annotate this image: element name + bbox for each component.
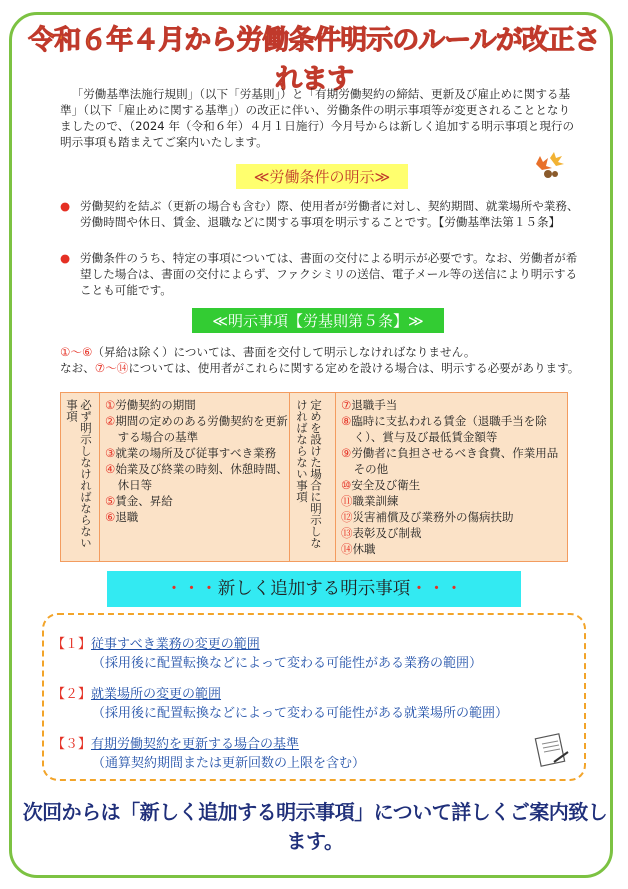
new-items-banner	[107, 571, 521, 607]
new-items-box	[42, 613, 586, 781]
table-divider	[335, 393, 336, 561]
new-item-sub: （採用後に配置転換などによって変わる可能性がある業務の範囲）	[92, 656, 483, 671]
list-item: ⑧臨時に支払われる賃金（退職手当を除く）、賞与及び最低賃金額等	[341, 414, 547, 444]
new-item: 【３】有期労働契約を更新する場合の基準 （通算契約期間または更新回数の上限を含む）	[52, 737, 366, 771]
banner-dots: ・・・	[165, 579, 218, 599]
list-item: ⑪職業訓練	[341, 494, 399, 508]
section-heading-disclosure-items: ≪明示事項【労基則第５条】≫	[192, 308, 444, 333]
list-item: ⑫災害補償及び業務外の傷病扶助	[341, 510, 514, 524]
list-item: ⑭休職	[341, 542, 376, 556]
mandatory-label: 必ず明示しなければならない事項	[65, 399, 93, 549]
note-text: なお、	[60, 361, 95, 375]
conditional-list	[341, 397, 563, 557]
conditional-label: 定めを設けた場合に明示しなければならない事項	[295, 399, 323, 549]
new-item-sub: （通算契約期間または更新回数の上限を含む）	[92, 756, 366, 771]
list-item: ⑥退職	[105, 510, 139, 524]
intro-text: 「労働基準法施行規則」（以下「労基則」）と「有期労働契約の締結、更新及び雇止めに関する基準」（以下「雇止めに関する基準」）の改正に伴い、労働条件の明示事項等が変更されることとなりましたので、（2024 年（令和６年）４月１日施行）今月号からは新しく追加する明示事項と現行の明示事項も踏まえてご案内いたします。	[60, 87, 575, 149]
autumn-leaves-icon	[528, 150, 566, 180]
list-item: ②期間の定めのある労働契約を更新する場合の基準	[105, 414, 288, 444]
list-item: ④始業及び終業の時刻、休憩時間、休日等	[105, 462, 288, 492]
note-range: ①〜⑥	[60, 345, 93, 359]
new-item-title: 従事すべき業務の変更の範囲	[91, 637, 260, 652]
list-item: ①労働契約の期間	[105, 398, 196, 412]
list-item: ⑩安全及び衛生	[341, 478, 421, 492]
new-item: 【１】従事すべき業務の変更の範囲 （採用後に配置転換などによって変わる可能性がある業務の範囲）	[52, 637, 483, 671]
bullet-dot-icon: ●	[60, 251, 71, 265]
document-pen-icon	[532, 732, 572, 768]
list-item: ⑬表彰及び制裁	[341, 526, 422, 540]
new-item-title: 就業場所の変更の範囲	[91, 687, 222, 702]
list-item: ③就業の場所及び従事すべき業務	[105, 446, 277, 460]
list-item: ⑨労働者に負担させるべき食費、作業用品その他	[341, 446, 559, 476]
new-item-sub: （採用後に配置転換などによって変わる可能性がある就業場所の範囲）	[92, 706, 509, 721]
disclosure-note	[60, 344, 580, 376]
footer-notice: 次回からは「新しく追加する明示事項」について詳しくご案内致します。	[22, 800, 608, 853]
new-item-title: 有期労働契約を更新する場合の基準	[91, 737, 300, 752]
new-item: 【２】就業場所の変更の範囲 （採用後に配置転換などによって変わる可能性がある就業場所の範囲）	[52, 687, 509, 721]
banner-dots: ・・・	[410, 579, 463, 599]
banner-text: 新しく追加する明示事項	[217, 579, 411, 599]
list-item: ⑤賃金、昇給	[105, 494, 173, 508]
note-range: ⑦〜⑭	[94, 361, 129, 375]
note-text: （昇給は除く）については、書面を交付して明示しなければなりません。	[92, 345, 476, 359]
disclosure-table	[60, 392, 568, 562]
bullet-text: 労働契約を結ぶ（更新の場合も含む）際、使用者が労働者に対し、契約期間、就業場所や業務、労働時間や休日、賃金、退職などに関する事項を明示することです。【労働基準法第１５条】	[80, 199, 579, 229]
bullet-dot-icon: ●	[60, 199, 71, 213]
note-text: については、使用者がこれらに関する定めを設ける場合は、明示する必要があります。	[128, 361, 580, 375]
table-divider	[99, 393, 100, 561]
section-heading-labor-conditions: ≪労働条件の明示≫	[236, 164, 408, 189]
bullet-text: 労働条件のうち、特定の事項については、書面の交付による明示が必要です。なお、労働者が希望した場合は、書面の交付によらず、ファクシミリの送信、電子メール等の送信により明示することも可能です。	[80, 251, 578, 297]
bullet-item	[60, 198, 580, 230]
page-title: 令和６年４月から労働条件明示のルールが改正されます	[28, 25, 600, 95]
bullet-item	[60, 250, 580, 298]
intro-paragraph	[60, 86, 580, 150]
mandatory-list	[105, 397, 291, 525]
list-item: ⑦退職手当	[341, 398, 398, 412]
